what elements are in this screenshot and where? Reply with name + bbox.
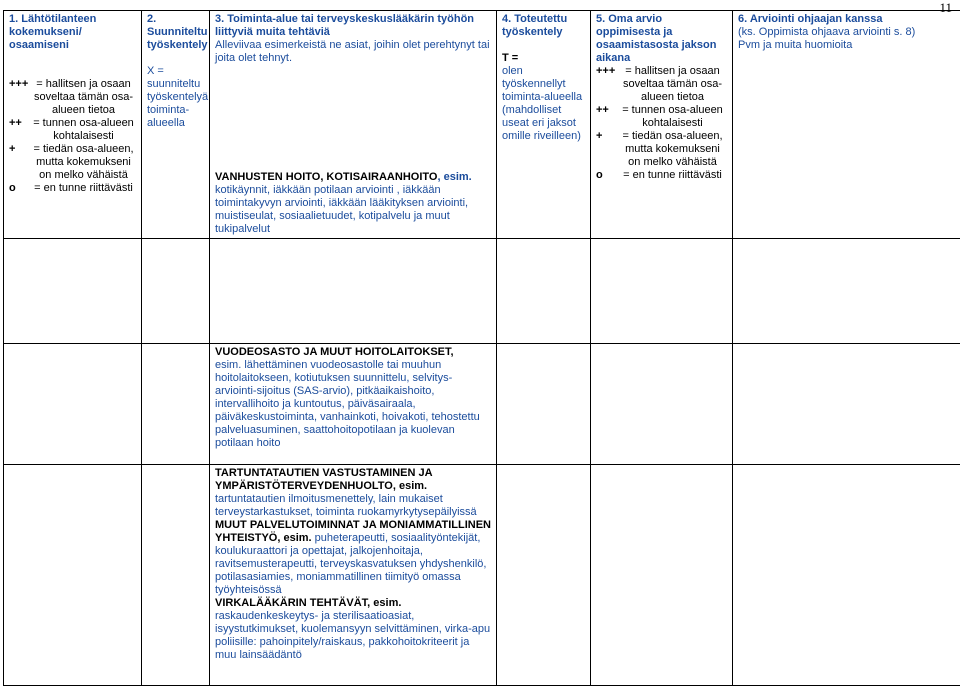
col2-heading: 2. Suunniteltu työskentely bbox=[147, 13, 204, 52]
legend-text: = tiedän osa-alueen, mutta kokemukseni on melko vähäistä bbox=[31, 143, 136, 182]
section-title: VIRKALÄÄKÄRIN TEHTÄVÄT bbox=[215, 597, 367, 609]
empty-cell[interactable] bbox=[733, 239, 960, 344]
section-text: kotikäynnit, iäkkään potilaan arviointi , iäkkään toimintakyvyn arviointi, iäkkään lääkityksen arviointi, muistiseulat, sosiaalietuudet, kotipalvelu ja muut tukipalvelut bbox=[215, 184, 468, 235]
section-text: esim. lähettäminen vuodeosastolle tai muuhun hoitolaitokseen, kotiutuksen suunnittelu, selvitys-arviointi-sijoitus (SAS-arvio), pitkäaikaishoito, intervallihoito ja kuntoutus, päiväsairaala, päiväkeskustoiminta, vanhainkoti, hoivakoti, tehostettu palveluasuminen, saattohoitopotilaan ja kuolevan potilaan hoito bbox=[215, 359, 480, 449]
empty-cell[interactable] bbox=[4, 465, 142, 686]
empty-cell[interactable] bbox=[4, 344, 142, 465]
empty-cell[interactable] bbox=[4, 239, 142, 344]
col4-heading: 4. Toteutettu työskentely bbox=[502, 13, 585, 39]
section-title-suffix: , esim. bbox=[277, 532, 311, 544]
section-tartuntataudit bbox=[215, 467, 491, 519]
legend-text: = hallitsen ja osaan soveltaa tämän osa-alueen tietoa bbox=[31, 78, 136, 117]
col6-header-cell bbox=[733, 11, 960, 239]
col3-heading: 3. Toiminta-alue tai terveyskeskuslääkärin työhön liittyviä muita tehtäviä bbox=[215, 13, 491, 39]
col3-intro: Alleviivaa esimerkeistä ne asiat, joihin olet perehtynyt tai joita olet tehnyt. bbox=[215, 39, 491, 65]
empty-cell[interactable] bbox=[142, 344, 210, 465]
section-virkalaakari bbox=[215, 597, 491, 662]
col4-t-label: T = bbox=[502, 52, 585, 65]
col5-legend bbox=[596, 65, 727, 182]
col6-sub2: Pvm ja muita huomioita bbox=[738, 39, 955, 52]
legend-symbol: ++ bbox=[596, 104, 618, 130]
empty-cell[interactable] bbox=[497, 344, 591, 465]
legend-text: = tiedän osa-alueen, mutta kokemukseni on melko vähäistä bbox=[618, 130, 727, 169]
section-title: MUUT PALVELUTOIMINNAT JA MONIAMMATILLINEN YHTEISTYÖ bbox=[215, 519, 491, 544]
section-text: tartuntatautien ilmoitusmenettely, lain mukaiset terveystarkastukset, toiminta ruokamyrkytysepäilyissä bbox=[215, 493, 477, 518]
section-text: raskaudenkeskeytys- ja sterilisaatioasiat, isyystutkimukset, kuolemansyyn selvittäminen, virka-apu poliisille: pahoinpitely/raiskaus, pakkohoitokriteerit ja muu lainsäädäntö bbox=[215, 610, 490, 661]
section-vanhusten-hoito bbox=[215, 171, 491, 236]
empty-cell[interactable] bbox=[497, 239, 591, 344]
col6-heading: 6. Arviointi ohjaajan kanssa bbox=[738, 13, 955, 26]
section-title: TARTUNTATAUTIEN VASTUSTAMINEN JA YMPÄRISTÖTERVEYDENHUOLTO bbox=[215, 467, 432, 492]
col5-heading: 5. Oma arvio oppimisesta ja osaamistasosta jakson aikana bbox=[596, 13, 727, 65]
col1-header-cell bbox=[4, 11, 142, 239]
empty-cell[interactable] bbox=[591, 239, 733, 344]
col2-body: X = suunniteltu työskentelyä toiminta-alueella bbox=[147, 65, 204, 130]
col6-sub: (ks. Oppimista ohjaava arviointi s. 8) bbox=[738, 26, 955, 39]
col1-heading: 1. Lähtötilanteen kokemukseni/ osaamiseni bbox=[9, 13, 136, 52]
legend-text: = en tunne riittävästi bbox=[31, 182, 136, 195]
empty-cell[interactable] bbox=[591, 465, 733, 686]
legend-text: = tunnen osa-alueen kohtalaisesti bbox=[31, 117, 136, 143]
section-title-suffix: , esim. bbox=[367, 597, 401, 609]
empty-cell[interactable] bbox=[142, 465, 210, 686]
legend-symbol: + bbox=[596, 130, 618, 169]
legend-symbol: o bbox=[596, 169, 618, 182]
empty-cell[interactable] bbox=[591, 344, 733, 465]
col5-header-cell bbox=[591, 11, 733, 239]
section-vuodeosasto bbox=[210, 344, 497, 465]
sections-multi-cell bbox=[210, 465, 497, 686]
section-muut-palvelut bbox=[215, 519, 491, 597]
col2-header-cell bbox=[142, 11, 210, 239]
empty-cell[interactable] bbox=[210, 239, 497, 344]
legend-text: = hallitsen ja osaan soveltaa tämän osa- alueen tietoa bbox=[618, 65, 727, 104]
col4-header-cell bbox=[497, 11, 591, 239]
page-number: 11 bbox=[939, 0, 952, 16]
col4-body: olen työskennellyt toiminta-alueella (mahdolliset useat eri jaksot omille riveilleen) bbox=[502, 65, 585, 143]
section-title-suffix: , esim. bbox=[393, 480, 427, 492]
empty-cell[interactable] bbox=[733, 465, 960, 686]
legend-symbol: o bbox=[9, 182, 31, 195]
section-title-suffix: , bbox=[451, 346, 454, 358]
empty-cell[interactable] bbox=[142, 239, 210, 344]
empty-cell[interactable] bbox=[733, 344, 960, 465]
legend-text: = tunnen osa-alueen kohtalaisesti bbox=[618, 104, 727, 130]
section-title: VANHUSTEN HOITO, KOTISAIRAANHOITO bbox=[215, 171, 437, 183]
col3-header-cell bbox=[210, 11, 497, 239]
legend-symbol: +++ bbox=[596, 65, 618, 104]
section-title: VUODEOSASTO JA MUUT HOITOLAITOKSET bbox=[215, 346, 451, 358]
legend-symbol: ++ bbox=[9, 117, 31, 143]
col1-legend bbox=[9, 78, 136, 195]
legend-symbol: +++ bbox=[9, 78, 31, 117]
empty-cell[interactable] bbox=[497, 465, 591, 686]
section-title-suffix: , esim. bbox=[437, 171, 471, 183]
self-assessment-table bbox=[3, 10, 960, 686]
legend-symbol: + bbox=[9, 143, 31, 182]
legend-text: = en tunne riittävästi bbox=[618, 169, 727, 182]
section-text: puheterapeutti, sosiaalityöntekijät, koulukuraattori ja opettajat, jalkojenhoitaja, ravitsemusterapeutti, terveyskasvatuksen yhdyshenkilö, potilasasiamies, moniammatillinen tiimityö omassa työyhteisössä bbox=[215, 532, 486, 596]
